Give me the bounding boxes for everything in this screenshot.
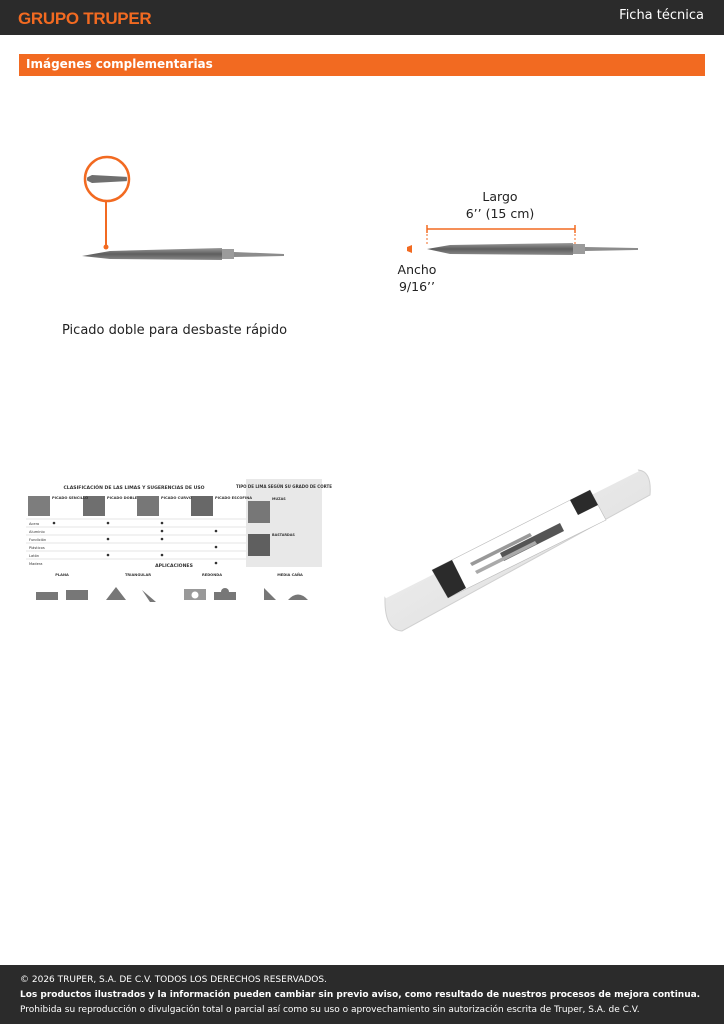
- material-3: Fundición: [29, 538, 47, 542]
- applications-title: APLICACIONES: [155, 564, 193, 569]
- side-item-1: MUZAS: [272, 497, 286, 501]
- side-title: TIPO DE LIMA SEGÚN SU GRADO DE CORTE: [235, 484, 333, 489]
- file-caption: Picado doble para desbaste rápido: [62, 323, 288, 338]
- document-type-label: Ficha técnica: [619, 8, 704, 23]
- length-label: Largo: [482, 189, 518, 204]
- file-dimension-image: [405, 222, 645, 262]
- cut-type-1: PICADO SENCILLO: [52, 496, 89, 500]
- width-value: 9/16’’: [398, 279, 436, 294]
- side-item-2: BASTARDAS: [272, 533, 295, 537]
- section-header: [19, 54, 705, 76]
- material-4: Plásticos: [29, 546, 45, 550]
- section-title: Imágenes complementarias: [26, 57, 213, 71]
- brand-logo: GRUPO TRUPER: [18, 9, 152, 28]
- cut-type-2: PICADO DOBLE: [107, 496, 138, 500]
- classification-table-image: [26, 479, 333, 607]
- cut-type-3: PICADO CURVO: [161, 496, 192, 500]
- packaging-image: [380, 465, 660, 640]
- length-value: 6’’ (15 cm): [465, 206, 535, 221]
- material-6: Madera: [29, 562, 43, 566]
- application-4: MEDIA CAÑA: [277, 573, 303, 577]
- application-2: TRIANGULAR: [124, 573, 152, 577]
- footer: [0, 965, 724, 1024]
- reproduction-notice: Prohibida su reproducción o divulgación total o parcial así como su uso o aprovechamiento sin autorización escrita de Truper, S.A. de C.V.: [20, 1005, 640, 1015]
- header-bar: [0, 0, 724, 35]
- table-title: CLASIFICACIÓN DE LAS LIMAS Y SUGERENCIAS DE USO: [63, 486, 205, 491]
- material-2: Aluminio: [29, 530, 45, 534]
- packaging-label: [432, 490, 606, 598]
- copyright-text: © 2026 TRUPER, S.A. DE C.V. TODOS LOS DERECHOS RESERVADOS.: [20, 975, 327, 985]
- material-5: Latón: [29, 554, 40, 558]
- application-1: PLANA: [55, 573, 69, 577]
- width-label: Ancho: [397, 262, 437, 277]
- application-3: REDONDA: [201, 573, 223, 577]
- disclaimer-text: Los productos ilustrados y la información pueden cambiar sin previo aviso, como resultado de nuestros procesos de mejora continua.: [20, 990, 701, 1000]
- material-1: Acero: [29, 522, 40, 526]
- file-detail-image: [70, 150, 300, 275]
- cut-type-4: PICADO ESCOFINA: [215, 496, 252, 500]
